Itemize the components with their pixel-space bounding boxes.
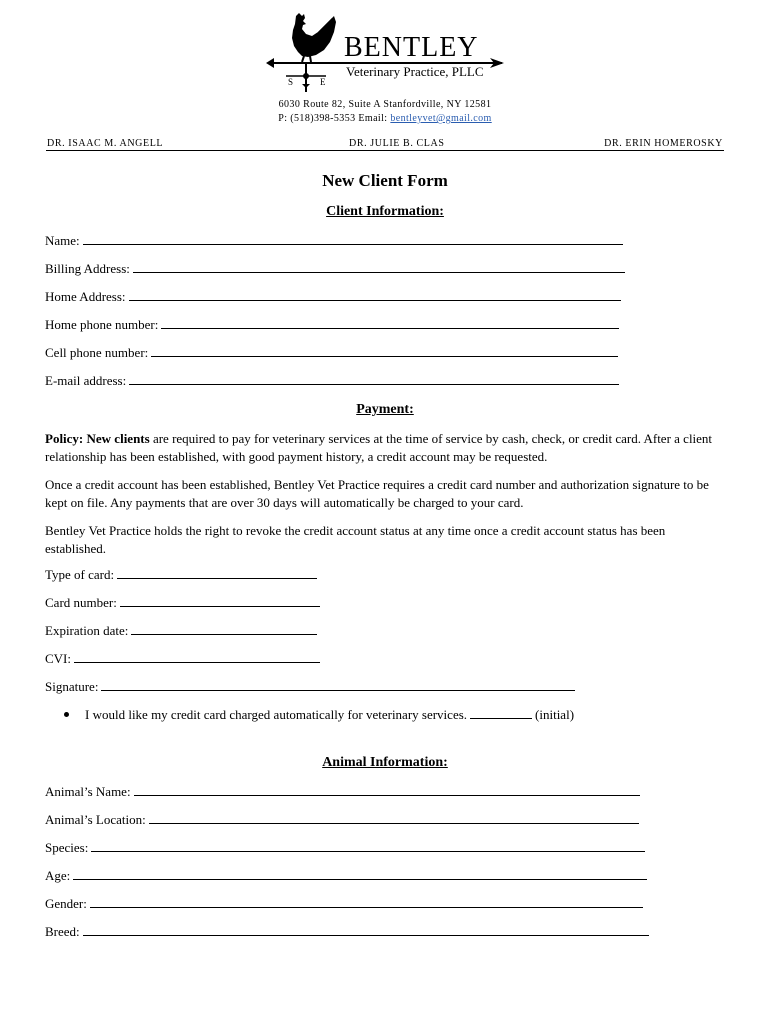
payment-heading: Payment: bbox=[356, 402, 414, 417]
age-input-line[interactable] bbox=[73, 868, 647, 880]
practice-address bbox=[0, 98, 770, 126]
doctors-divider bbox=[46, 150, 724, 151]
policy-new-clients: New clients bbox=[86, 431, 150, 446]
age-field[interactable] bbox=[45, 868, 647, 884]
field-label: Card number: bbox=[45, 595, 117, 610]
field-label: Cell phone number: bbox=[45, 345, 149, 360]
cell-phone-input-line[interactable] bbox=[151, 345, 618, 357]
expiration-date-field[interactable] bbox=[45, 623, 317, 639]
card-type-input-line[interactable] bbox=[117, 567, 317, 579]
name-input-line[interactable] bbox=[83, 233, 623, 245]
animal-name-field[interactable] bbox=[45, 784, 640, 800]
gender-input-line[interactable] bbox=[90, 896, 643, 908]
home-address-input-line[interactable] bbox=[129, 289, 621, 301]
card-type-field[interactable] bbox=[45, 567, 317, 583]
signature-input-line[interactable] bbox=[101, 679, 575, 691]
field-label: Billing Address: bbox=[45, 261, 130, 276]
form-title: New Client Form bbox=[322, 171, 448, 190]
compass-letter-s: S bbox=[288, 77, 294, 87]
field-label: Age: bbox=[45, 868, 71, 883]
doctor-clas: DR. JULIE B. CLAS bbox=[349, 138, 445, 149]
name-field[interactable] bbox=[45, 233, 623, 249]
revoke-paragraph: Bentley Vet Practice holds the right to revoke the credit account status at any time once a credit account status has been established. bbox=[45, 523, 666, 556]
species-field[interactable] bbox=[45, 840, 645, 856]
billing-address-input-line[interactable] bbox=[133, 261, 625, 273]
bullet-icon bbox=[64, 712, 69, 717]
cvi-input-line[interactable] bbox=[74, 651, 320, 663]
animal-location-field[interactable] bbox=[45, 812, 639, 828]
animal-name-input-line[interactable] bbox=[134, 784, 640, 796]
initial-input-line[interactable] bbox=[470, 707, 532, 719]
field-label: Breed: bbox=[45, 924, 80, 939]
field-label: Animal’s Location: bbox=[45, 812, 146, 827]
contact-line bbox=[0, 112, 770, 126]
home-phone-field[interactable] bbox=[45, 317, 619, 333]
billing-address-field[interactable] bbox=[45, 261, 625, 277]
home-phone-input-line[interactable] bbox=[161, 317, 619, 329]
doctor-angell: DR. ISAAC M. ANGELL bbox=[47, 138, 164, 149]
cell-phone-field[interactable] bbox=[45, 345, 618, 361]
home-address-field[interactable] bbox=[45, 289, 621, 305]
animal-info-heading: Animal Information: bbox=[322, 755, 448, 770]
card-number-input-line[interactable] bbox=[120, 595, 320, 607]
breed-input-line[interactable] bbox=[83, 924, 649, 936]
field-label: Animal’s Name: bbox=[45, 784, 131, 799]
field-label: Type of card: bbox=[45, 567, 115, 582]
client-info-heading: Client Information: bbox=[326, 204, 444, 219]
cvi-field[interactable] bbox=[45, 651, 320, 667]
auto-charge-authorization bbox=[64, 707, 574, 723]
bentley-logo bbox=[266, 12, 506, 94]
brand-subtitle: Veterinary Practice, PLLC bbox=[346, 64, 484, 79]
policy-text: are required to pay for veterinary services at the time of service by cash, check, or credit card. After a client relationship has been established, with good payment history, a credit account may be requested. bbox=[45, 431, 713, 464]
gender-field[interactable] bbox=[45, 896, 643, 912]
signature-field[interactable] bbox=[45, 679, 575, 695]
species-input-line[interactable] bbox=[91, 840, 645, 852]
initial-label: (initial) bbox=[535, 707, 575, 722]
email-field[interactable] bbox=[45, 373, 619, 389]
policy-label: Policy: bbox=[45, 431, 84, 446]
authorization-text: I would like my credit card charged automatically for veterinary services. bbox=[85, 707, 468, 722]
policy-paragraph bbox=[45, 430, 727, 466]
breed-field[interactable] bbox=[45, 924, 649, 940]
field-label: Species: bbox=[45, 840, 89, 855]
field-label: Name: bbox=[45, 233, 80, 248]
doctor-homerosky: DR. ERIN HOMEROSKY bbox=[604, 138, 723, 149]
animal-location-input-line[interactable] bbox=[149, 812, 639, 824]
compass-letter-e: E bbox=[320, 77, 326, 87]
field-label: Gender: bbox=[45, 896, 87, 911]
field-label: E-mail address: bbox=[45, 373, 127, 388]
field-label: Home phone number: bbox=[45, 317, 159, 332]
email-input-line[interactable] bbox=[129, 373, 619, 385]
address-line: 6030 Route 82, Suite A Stanfordville, NY 12581 bbox=[278, 99, 492, 110]
field-label: Home Address: bbox=[45, 289, 126, 304]
credit-account-paragraph: Once a credit account has been established, Bentley Vet Practice requires a credit card number and authorization signature to be kept on file. Any payments that are over 30 days will automatically be charged to your card. bbox=[45, 477, 709, 510]
card-number-field[interactable] bbox=[45, 595, 320, 611]
phone-text: P: (518)398-5353 Email: bbox=[278, 113, 391, 124]
field-label: CVI: bbox=[45, 651, 71, 666]
doctors-line bbox=[46, 138, 724, 152]
field-label: Expiration date: bbox=[45, 623, 129, 638]
brand-name: BENTLEY bbox=[344, 32, 479, 63]
field-label: Signature: bbox=[45, 679, 99, 694]
expiration-date-input-line[interactable] bbox=[131, 623, 317, 635]
email-link[interactable]: bentleyvet@gmail.com bbox=[390, 113, 492, 124]
